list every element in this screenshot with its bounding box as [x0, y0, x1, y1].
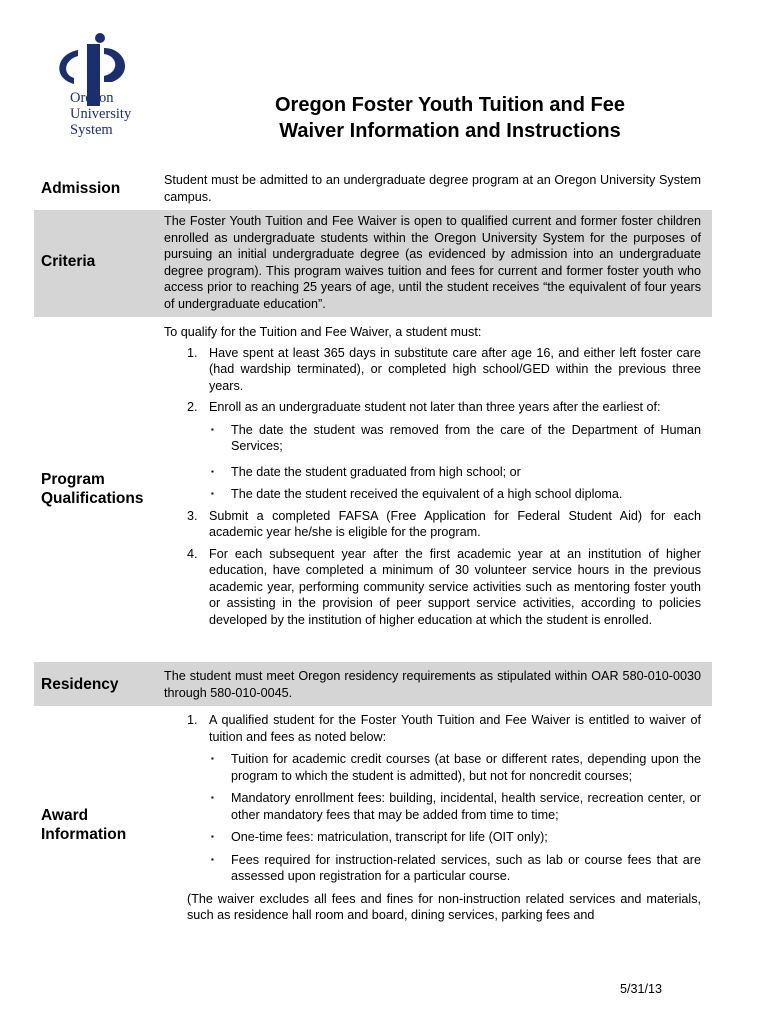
bullet-text: The date the student received the equivalent of a high school diploma. — [231, 487, 623, 501]
bullet-icon: ▪ — [211, 754, 214, 763]
bullet-item — [209, 852, 701, 885]
bullet-item — [209, 751, 701, 784]
award-label-line-1: Award — [41, 807, 89, 824]
list-item-text: Have spent at least 365 days in substitute care after age 16, and either left foster care (had wardship terminated), or completed high school/GED within the previous three years. — [209, 345, 701, 393]
logo-line-university: University — [70, 106, 132, 122]
bullet-icon: ▪ — [211, 854, 214, 864]
section-award-information — [34, 710, 712, 950]
bullet-text: The date the student was removed from the care of the Department of Human Services; — [231, 422, 701, 453]
list-item-number: 3. — [187, 508, 198, 523]
bullet-icon: ▪ — [211, 489, 214, 498]
bullet-text: Fees required for instruction-related services, such as lab or course fees that are assessed upon registration for a particular course. — [231, 852, 701, 883]
logo-line-system: System — [70, 122, 113, 138]
bullet-icon: ▪ — [211, 832, 214, 841]
residency-label: Residency — [41, 676, 119, 693]
residency-text: The student must meet Oregon residency requirements as stipulated within OAR 580-010-0030 through 580-010-0045. — [164, 669, 701, 700]
section-program-qualifications — [34, 320, 712, 662]
qualifications-label-line-1: Program — [41, 471, 105, 488]
logo-left-arc — [59, 50, 78, 84]
bullet-item — [209, 464, 701, 481]
award-label-line-2: Information — [41, 826, 127, 843]
qualifications-body — [164, 324, 701, 628]
section-admission — [34, 170, 712, 210]
qualifications-label-line-2: Qualifications — [41, 490, 144, 507]
logo-right-arc — [104, 48, 125, 82]
logo-line-oregon: Oregon — [70, 90, 114, 106]
list-item-number: 1. — [187, 713, 198, 727]
list-item — [164, 712, 701, 885]
bullet-item — [209, 422, 701, 455]
page-title — [230, 92, 670, 144]
qualifications-list — [164, 345, 701, 629]
bullet-text: Mandatory enrollment fees: building, incidental, health service, recreation center, or other mandatory fees that may be added from time to time; — [231, 791, 701, 822]
section-residency — [34, 662, 712, 706]
bullet-text: Tuition for academic credit courses (at base or different rates, depending upon the program to which the student is admitted), but not for noncredit courses; — [231, 752, 701, 783]
bullet-icon: ▪ — [211, 424, 214, 434]
logo-wordmark — [70, 90, 131, 138]
criteria-text: The Foster Youth Tuition and Fee Waiver is open to qualified current and former foster children enrolled as undergraduate students within the Oregon University System for the purposes of pursuing an initial undergraduate degree (as evidenced by admission into an undergraduate degree program). This program waives tuition and fees for current and former foster youth who access prior to reaching 25 years of age, until the student receives “the equivalent of four years of undergraduate education”. — [164, 214, 701, 311]
logo-dot — [95, 33, 105, 43]
list-item-text: A qualified student for the Foster Youth Tuition and Fee Waiver is entitled to waiver of tuition and fees as noted below: — [209, 713, 701, 744]
award-list — [164, 712, 701, 885]
bullet-text: The date the student graduated from high school; or — [231, 464, 521, 479]
admission-label: Admission — [41, 180, 121, 197]
bullet-list — [209, 751, 701, 885]
footer-date: 5/31/13 — [620, 982, 663, 996]
list-item-text: Submit a completed FAFSA (Free Application for Federal Student Aid) for each academic year he/she is eligible for the program. — [209, 508, 701, 539]
bullet-icon: ▪ — [211, 466, 214, 476]
admission-text: Student must be admitted to an undergraduate degree program at an Oregon University System campus. — [164, 173, 701, 204]
bullet-item — [209, 486, 701, 503]
list-item-number: 2. — [187, 400, 198, 414]
list-item — [164, 345, 701, 395]
bullet-item — [209, 790, 701, 823]
bullet-item — [209, 829, 701, 846]
list-item-text: Enroll as an undergraduate student not later than three years after the earliest of: — [209, 400, 661, 414]
list-item-text: For each subsequent year after the first academic year at an institution of higher education, have completed a minimum of 30 volunteer service hours in the previous academic year, performing community service activities such as mentoring foster youth or assisting in the provision of peer support service activities, according to policies developed by the institution of higher education at which the student is enrolled. — [209, 546, 701, 627]
qualifications-label — [41, 470, 144, 508]
criteria-label: Criteria — [41, 253, 96, 270]
qualifications-intro: To qualify for the Tuition and Fee Waiver, a student must: — [164, 325, 482, 339]
list-item-number: 1. — [187, 345, 198, 360]
list-item — [164, 546, 701, 629]
bullet-text: One-time fees: matriculation, transcript for life (OIT only); — [231, 830, 548, 844]
bullet-icon: ▪ — [211, 793, 214, 802]
award-body — [164, 712, 701, 924]
list-item — [164, 399, 701, 503]
list-item-number: 4. — [187, 546, 198, 561]
bullet-list — [209, 422, 701, 503]
section-criteria — [34, 210, 712, 317]
title-line-1: Oregon Foster Youth Tuition and Fee — [275, 94, 625, 116]
list-item — [164, 508, 701, 541]
award-label — [41, 806, 126, 844]
award-note: (The waiver excludes all fees and fines for non-instruction related services and materials, such as residence hall room and board, dining services, parking fees and — [187, 891, 701, 922]
title-line-2: Waiver Information and Instructions — [279, 120, 621, 142]
